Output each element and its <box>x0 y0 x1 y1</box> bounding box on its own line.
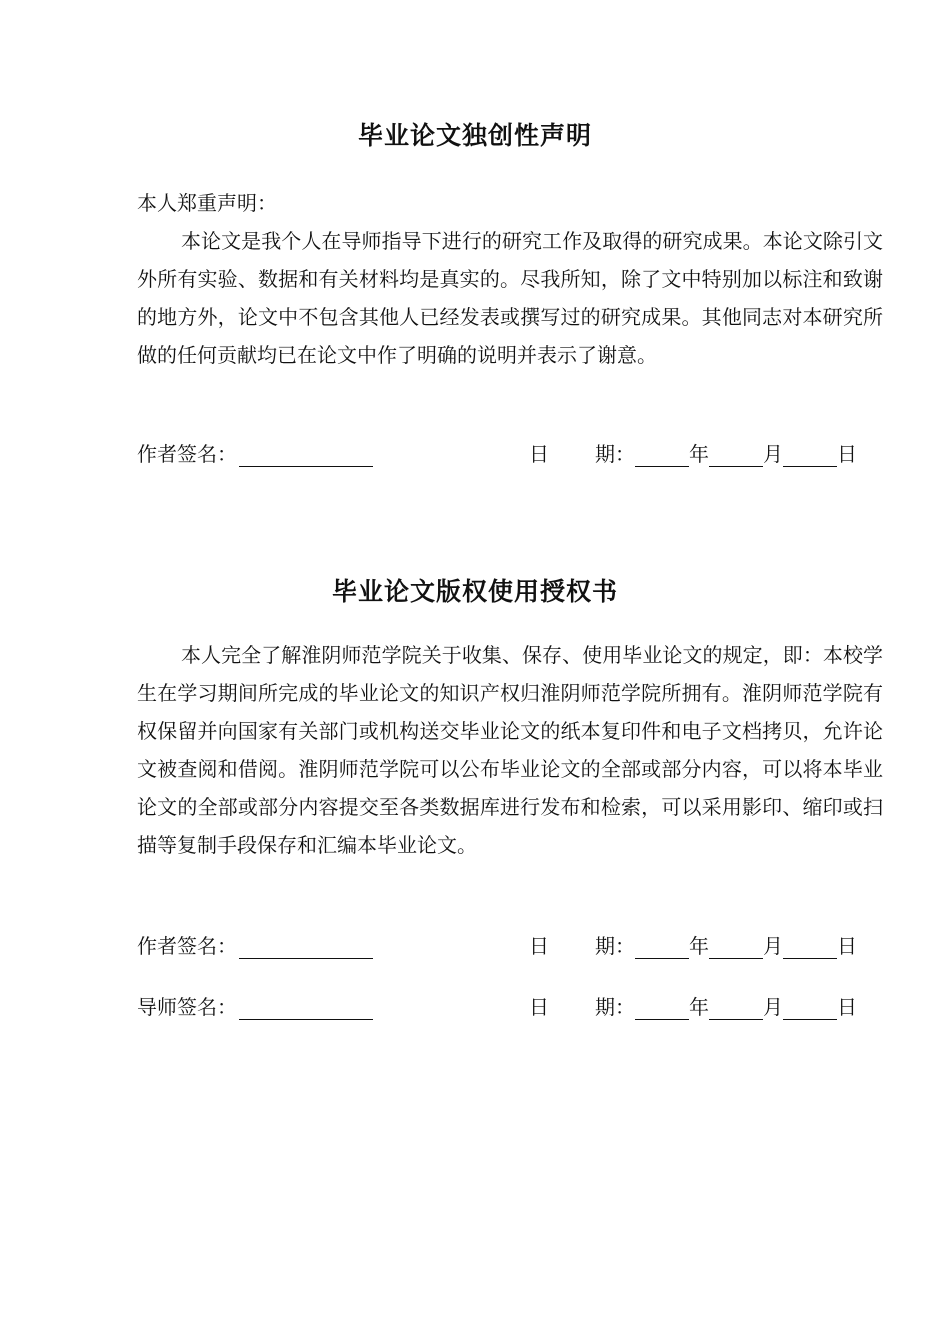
day-label: 日 <box>837 995 857 1019</box>
day-line[interactable] <box>783 938 837 959</box>
year-label: 年 <box>689 995 709 1019</box>
author-signature-line[interactable] <box>239 938 373 959</box>
date-label-qi: 期： <box>595 442 635 466</box>
advisor-signature <box>137 991 373 1020</box>
date-field <box>529 930 857 959</box>
author-signature-label: 作者签名： <box>137 934 237 958</box>
originality-declaration-title: 毕业论文独创性声明 <box>357 121 592 150</box>
advisor-signature-label: 导师签名： <box>137 995 237 1019</box>
date-field <box>529 438 857 467</box>
declaration-paragraph: 本论文是我个人在导师指导下进行的研究工作及取得的研究成果。本论文除引文外所有实验、数据和有关材料均是真实的。尽我所知，除了文中特别加以标注和致谢的地方外，论文中不包含其他人已经发表或撰写过的研究成果。其他同志对本研究所做的任何贡献均已在论文中作了明确的说明并表示了谢意。 <box>137 229 883 367</box>
year-line[interactable] <box>635 999 689 1020</box>
year-line[interactable] <box>635 446 689 467</box>
year-label: 年 <box>689 934 709 958</box>
declaration-opening: 本人郑重声明： <box>137 191 277 215</box>
signature-row-author-2 <box>137 930 883 960</box>
year-line[interactable] <box>635 938 689 959</box>
day-line[interactable] <box>783 999 837 1020</box>
date-label-ri: 日 <box>529 934 549 958</box>
date-label-ri: 日 <box>529 442 549 466</box>
day-line[interactable] <box>783 446 837 467</box>
month-line[interactable] <box>709 446 763 467</box>
signature-row-author-1 <box>137 438 883 468</box>
month-label: 月 <box>763 995 783 1019</box>
month-line[interactable] <box>709 999 763 1020</box>
day-label: 日 <box>837 442 857 466</box>
month-label: 月 <box>763 934 783 958</box>
date-label-ri: 日 <box>529 995 549 1019</box>
author-signature <box>137 930 373 959</box>
author-signature-label: 作者签名： <box>137 442 237 466</box>
date-label-qi: 期： <box>595 995 635 1019</box>
month-line[interactable] <box>709 938 763 959</box>
date-field <box>529 991 857 1020</box>
advisor-signature-line[interactable] <box>239 999 373 1020</box>
copyright-authorization-title: 毕业论文版权使用授权书 <box>331 577 618 606</box>
day-label: 日 <box>837 934 857 958</box>
month-label: 月 <box>763 442 783 466</box>
year-label: 年 <box>689 442 709 466</box>
date-label-qi: 期： <box>595 934 635 958</box>
authorization-paragraph: 本人完全了解淮阴师范学院关于收集、保存、使用毕业论文的规定，即：本校学生在学习期间所完成的毕业论文的知识产权归淮阴师范学院所拥有。淮阴师范学院有权保留并向国家有关部门或机构送交毕业论文的纸本复印件和电子文档拷贝，允许论文被查阅和借阅。淮阴师范学院可以公布毕业论文的全部或部分内容，可以将本毕业论文的全部或部分内容提交至各类数据库进行发布和检索，可以采用影印、缩印或扫描等复制手段保存和汇编本毕业论文。 <box>137 643 883 857</box>
author-signature <box>137 438 373 467</box>
author-signature-line[interactable] <box>239 446 373 467</box>
signature-row-advisor <box>137 991 883 1021</box>
